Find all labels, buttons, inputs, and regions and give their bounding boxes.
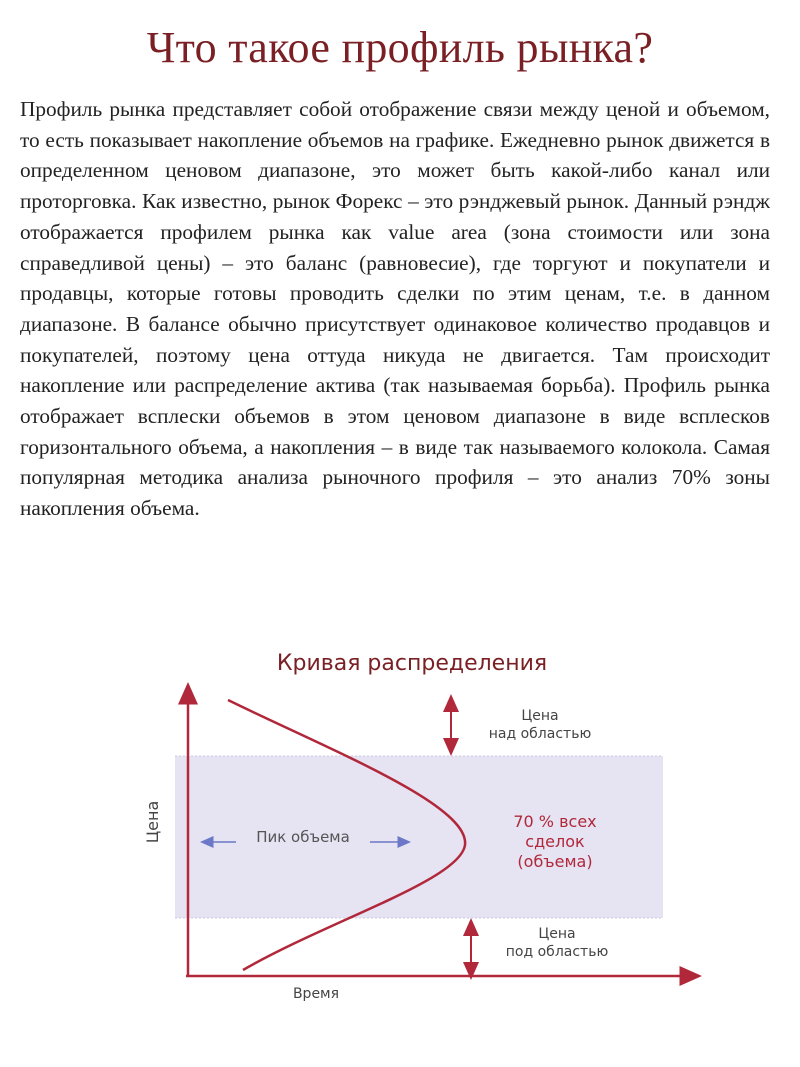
price-below-label-line1: Цена: [538, 926, 576, 942]
diagram-title: Кривая распределения: [276, 651, 548, 676]
zone-label-line1: 70 % всех: [513, 812, 597, 831]
zone-label-line2: сделок: [525, 832, 585, 851]
y-axis-label: Цена: [143, 800, 162, 844]
price-above-label-line2: над областью: [488, 726, 592, 742]
price-below-label-line2: под областью: [505, 944, 609, 960]
page-title: Что такое профиль рынка?: [146, 23, 654, 72]
distribution-curve-diagram: [0, 640, 800, 1020]
body-paragraph: Профиль рынка представляет собой отображение связи между ценой и объемом, то есть показывает накопление объемов на графике. Ежедневно рынок движется в определенном ценовом диапазоне, это может быть какой-либо канал или проторговка. Как известно, рынок Форекс – это рэнджевый рынок. Данный рэндж отображается профилем рынка как value area (зона стоимости или зона справедливой цены) – это баланс (равновесие), где торгуют и покупатели и продавцы, которые готовы проводить сделки по этим ценам, т.е. в данном диапазоне. В балансе обычно присутствует одинаковое количество продавцов и покупателей, поэтому цена оттуда никуда не двигается. Там происходит накопление или распределение актива (так называемая борьба). Профиль рынка отображает всплески объемов в этом ценовом диапазоне в виде всплесков горизонтального объема, а накопления – в виде так называемого колокола. Самая популярная методика анализа рыночного профиля – это анализ 70% зоны накопления объема.: [20, 97, 770, 521]
price-above-label-line1: Цена: [521, 708, 559, 724]
zone-label-line3: (объема): [517, 852, 593, 871]
x-axis-label: Время: [292, 986, 340, 1002]
peak-volume-label: Пик объема: [256, 828, 350, 846]
